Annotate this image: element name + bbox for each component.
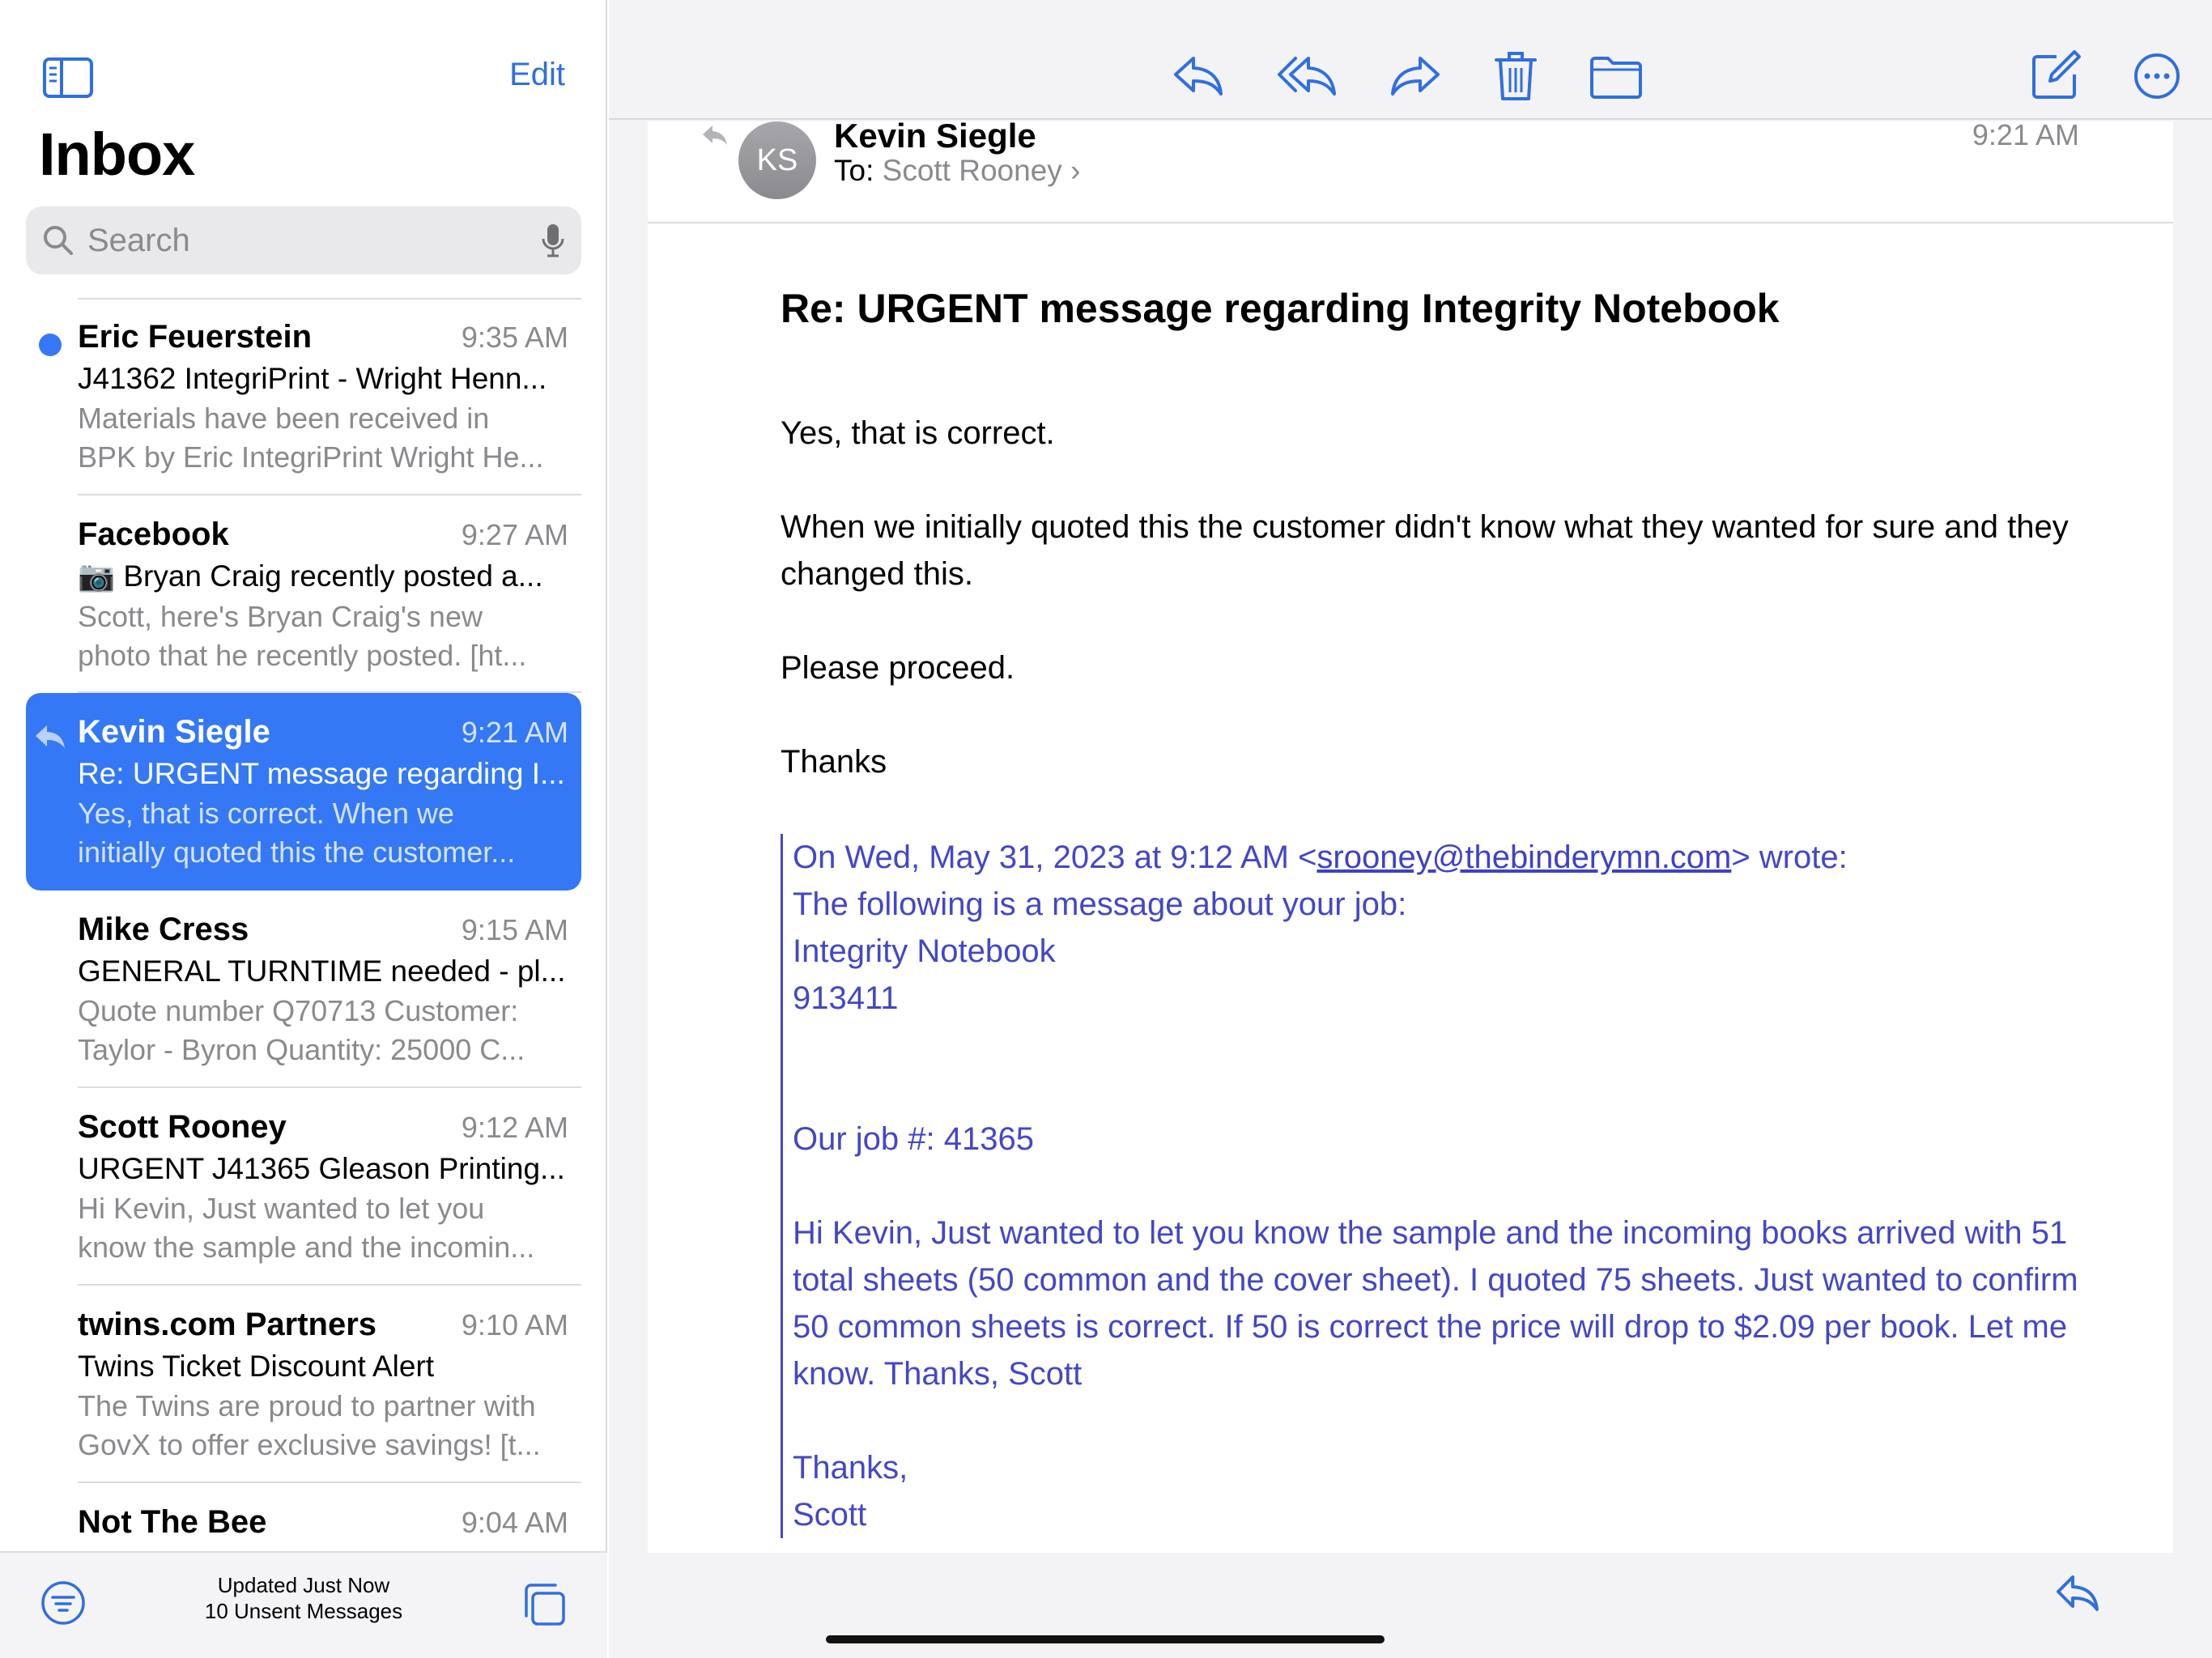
message-time: 9:12 AM: [461, 1111, 568, 1144]
body-paragraph: Thanks: [781, 744, 887, 780]
trash-icon[interactable]: [1487, 47, 1545, 105]
search-input[interactable]: [87, 223, 541, 259]
message-time: 9:27 AM: [461, 518, 568, 551]
quote-line: 913411: [793, 980, 899, 1016]
unsent-stack-icon[interactable]: [520, 1580, 568, 1629]
preview-line: Taylor - Byron Quantity: 25000 C...: [78, 1033, 525, 1066]
reply-all-icon[interactable]: [1278, 47, 1336, 105]
sender-name: Mike Cress: [78, 912, 249, 947]
quoted-message: [781, 834, 2108, 1538]
preview-line: initially quoted this the customer...: [78, 835, 516, 869]
message-subject: Re: URGENT message regarding Integrity Notebook: [781, 286, 1780, 331]
message-toolbar: [609, 0, 2212, 120]
preview-line: know the sample and the incomin...: [78, 1231, 535, 1264]
compose-icon[interactable]: [2026, 47, 2084, 105]
message-subject: 📷 Bryan Craig recently posted a...: [78, 559, 543, 593]
to-label: To:: [834, 154, 874, 187]
sender-name: Scott Rooney: [78, 1109, 287, 1145]
message-list: [0, 298, 607, 1551]
page-title: Inbox: [39, 121, 195, 188]
list-item[interactable]: [0, 891, 607, 1088]
message-header: [648, 121, 2173, 223]
list-item[interactable]: [0, 495, 607, 693]
quote-intro: [793, 834, 2108, 881]
preview-line: Scott, here's Bryan Craig's new: [78, 600, 483, 633]
mailbox-sidebar: [0, 0, 607, 1658]
edit-button[interactable]: Edit: [509, 57, 565, 92]
preview-line: Materials have been received in: [78, 402, 490, 435]
mailbox-status: [0, 1572, 607, 1624]
message-preview: [78, 597, 568, 675]
preview-line: Yes, that is correct. When we: [78, 797, 454, 830]
list-item[interactable]: [0, 1286, 607, 1483]
message-preview: [78, 992, 568, 1069]
sender-name: Not The Bee: [78, 1504, 267, 1540]
message-body: [781, 410, 2108, 832]
quote-line: Integrity Notebook: [793, 933, 1056, 969]
list-item[interactable]: [0, 298, 607, 495]
folder-icon[interactable]: [1587, 47, 1645, 105]
quote-intro-text: > wrote:: [1731, 840, 1848, 875]
message-time: 9:21 AM: [1972, 121, 2079, 151]
unsent-count: 10 Unsent Messages: [204, 1599, 403, 1623]
sidebar-footer: [0, 1551, 607, 1658]
message-preview: [78, 794, 568, 872]
sidebar-toggle-icon[interactable]: [42, 57, 94, 99]
sender-name: twins.com Partners: [78, 1307, 377, 1342]
list-item[interactable]: [0, 1088, 607, 1286]
quote-paragraph: Hi Kevin, Just wanted to let you know the sample and the incoming books arrived with 51 total sheets (50 common and the cover sheet). I quoted 75 sheets. Just wanted to confirm 50 common sheets is correct. If 50 is correct the price will drop to $2.09 per book. Let me know. Thanks, Scott: [793, 1215, 2078, 1392]
sender-name: Kevin Siegle: [78, 714, 270, 750]
list-item-selected[interactable]: [26, 693, 581, 891]
forward-icon[interactable]: [1386, 47, 1444, 105]
quote-line: Thanks,: [793, 1450, 908, 1486]
email-link[interactable]: srooney@thebinderymn.com: [1317, 840, 1732, 875]
replied-icon: [34, 722, 66, 751]
quote-intro-text: On Wed, May 31, 2023 at 9:12 AM <: [793, 840, 1317, 875]
sender-name: Eric Feuerstein: [78, 319, 313, 355]
preview-line: Quote number Q70713 Customer:: [78, 994, 519, 1027]
recipient-name[interactable]: Scott Rooney: [882, 154, 1062, 187]
preview-line: GovX to offer exclusive savings! [t...: [78, 1428, 541, 1461]
preview-line: Hi Kevin, Just wanted to let you: [78, 1192, 485, 1225]
message-time: 9:04 AM: [461, 1506, 568, 1539]
quote-line: Scott: [793, 1497, 867, 1533]
message-time: 9:35 AM: [461, 321, 568, 354]
preview-line: BPK by Eric IntegriPrint Wright He...: [78, 440, 544, 474]
search-field[interactable]: [26, 206, 581, 274]
message-preview: [78, 399, 568, 477]
microphone-icon[interactable]: [541, 223, 565, 258]
search-icon: [42, 224, 74, 257]
message-preview: [78, 1387, 568, 1465]
body-paragraph: Please proceed.: [781, 650, 1015, 686]
quote-line: Our job #: 41365: [793, 1121, 1034, 1157]
list-item[interactable]: [0, 1483, 607, 1551]
recipient-line[interactable]: [834, 154, 1080, 188]
message-time: 9:10 AM: [461, 1308, 568, 1341]
message-view: [648, 121, 2173, 1553]
avatar[interactable]: KS: [738, 121, 816, 199]
message-subject: Re: URGENT message regarding I...: [78, 757, 565, 790]
quote-line: The following is a message about your job:: [793, 886, 1407, 922]
body-paragraph: Yes, that is correct.: [781, 415, 1055, 451]
preview-line: The Twins are proud to partner with: [78, 1389, 536, 1422]
reply-icon[interactable]: [2053, 1569, 2102, 1618]
preview-line: photo that he recently posted. [ht...: [78, 639, 527, 672]
more-options-icon[interactable]: [2128, 47, 2186, 105]
message-subject: GENERAL TURNTIME needed - pl...: [78, 954, 566, 988]
message-subject: Twins Ticket Discount Alert: [78, 1350, 435, 1383]
message-subject: J41362 IntegriPrint - Wright Henn...: [78, 362, 547, 395]
message-time: 9:21 AM: [461, 716, 568, 749]
unread-indicator: [39, 334, 62, 356]
message-subject: URGENT J41365 Gleason Printing...: [78, 1152, 565, 1185]
message-preview: [78, 1189, 568, 1267]
home-indicator[interactable]: [826, 1635, 1385, 1643]
sender-name[interactable]: Kevin Siegle: [834, 121, 1036, 155]
sender-name: Facebook: [78, 517, 229, 552]
message-time: 9:15 AM: [461, 913, 568, 946]
reply-icon[interactable]: [1169, 47, 1227, 105]
replied-icon: [701, 123, 729, 147]
message-detail-pane: [609, 0, 2212, 1658]
body-paragraph: When we initially quoted this the customer didn't know what they wanted for sure and they changed this.: [781, 509, 2069, 592]
update-status: Updated Just Now: [217, 1573, 390, 1597]
chevron-right-icon[interactable]: ›: [1070, 154, 1081, 187]
